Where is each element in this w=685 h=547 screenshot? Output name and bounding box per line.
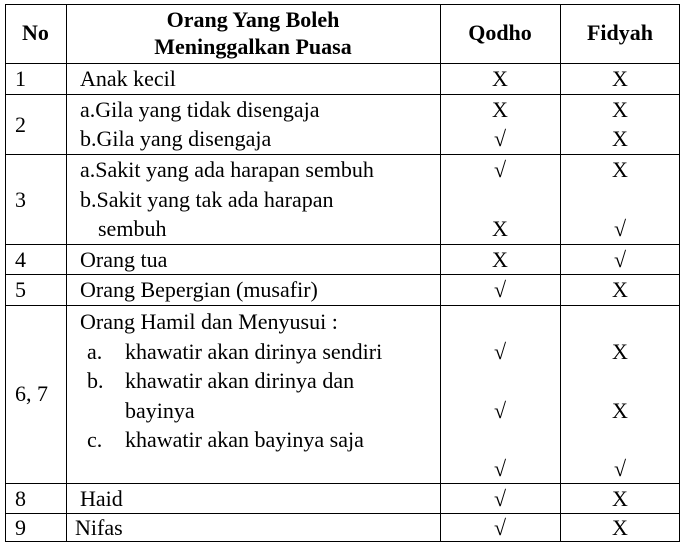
row-number: 2 [15, 112, 26, 137]
fidyah-mark: X [612, 157, 628, 182]
rule-row5 [5, 305, 680, 306]
row-label: Anak kecil [80, 66, 176, 91]
fidyah-mark: √ [613, 247, 627, 272]
rule-left [5, 4, 6, 542]
qodho-mark: X [492, 66, 508, 91]
row-label: Haid [80, 486, 123, 511]
item-letter: c. [87, 427, 103, 452]
row-number: 4 [15, 247, 26, 272]
item-label: khawatir akan dirinya dan [125, 368, 355, 393]
row-label: sembuh [98, 216, 167, 241]
fasting-table [5, 4, 680, 542]
fidyah-mark: X [612, 486, 628, 511]
item-label: khawatir akan bayinya saja [125, 427, 364, 452]
fidyah-mark: X [612, 277, 628, 302]
header-person-line1: Orang Yang Boleh [166, 7, 340, 32]
fidyah-mark: X [612, 66, 628, 91]
qodho-mark: X [492, 216, 508, 241]
qodho-mark: √ [493, 157, 507, 182]
fidyah-mark: X [612, 97, 628, 122]
row-label: b.Gila yang disengaja [80, 126, 272, 151]
row-number: 5 [15, 277, 26, 302]
qodho-mark: √ [493, 486, 507, 511]
item-label: khawatir akan dirinya sendiri [125, 339, 383, 364]
item-letter: b. [87, 368, 104, 393]
item-letter: a. [87, 339, 103, 364]
header-no: No [22, 20, 49, 45]
row-label: a.Sakit yang ada harapan sembuh [80, 157, 374, 182]
row-label: Orang tua [80, 247, 168, 272]
fidyah-mark: X [612, 126, 628, 151]
row-number: 6, 7 [15, 381, 48, 406]
rule-top [5, 4, 680, 5]
header-qodho: Qodho [468, 20, 532, 45]
qodho-mark: √ [493, 398, 507, 423]
qodho-mark: √ [493, 339, 507, 364]
row-label: a.Gila yang tidak disengaja [80, 97, 320, 122]
row-label: Nifas [75, 515, 123, 540]
row-label: Orang Bepergian (musafir) [80, 277, 318, 302]
fidyah-mark: √ [613, 456, 627, 481]
fidyah-mark: X [612, 339, 628, 364]
item-label: bayinya [125, 398, 195, 423]
row-number: 1 [15, 66, 26, 91]
row-number: 9 [15, 515, 26, 540]
qodho-mark: √ [493, 126, 507, 151]
qodho-mark: X [492, 97, 508, 122]
qodho-mark: X [492, 247, 508, 272]
row-label: b.Sakit yang tak ada harapan [80, 187, 334, 212]
fidyah-mark: X [612, 515, 628, 540]
rule-col-no [66, 4, 67, 542]
row-number: 3 [15, 187, 26, 212]
header-fidyah: Fidyah [586, 20, 654, 45]
header-person-line2: Meninggalkan Puasa [154, 34, 352, 59]
qodho-mark: √ [493, 456, 507, 481]
fidyah-mark: √ [613, 216, 627, 241]
qodho-mark: √ [493, 515, 507, 540]
qodho-mark: √ [493, 277, 507, 302]
row-intro: Orang Hamil dan Menyusui : [80, 309, 338, 334]
row-number: 8 [15, 486, 26, 511]
fidyah-mark: X [612, 398, 628, 423]
